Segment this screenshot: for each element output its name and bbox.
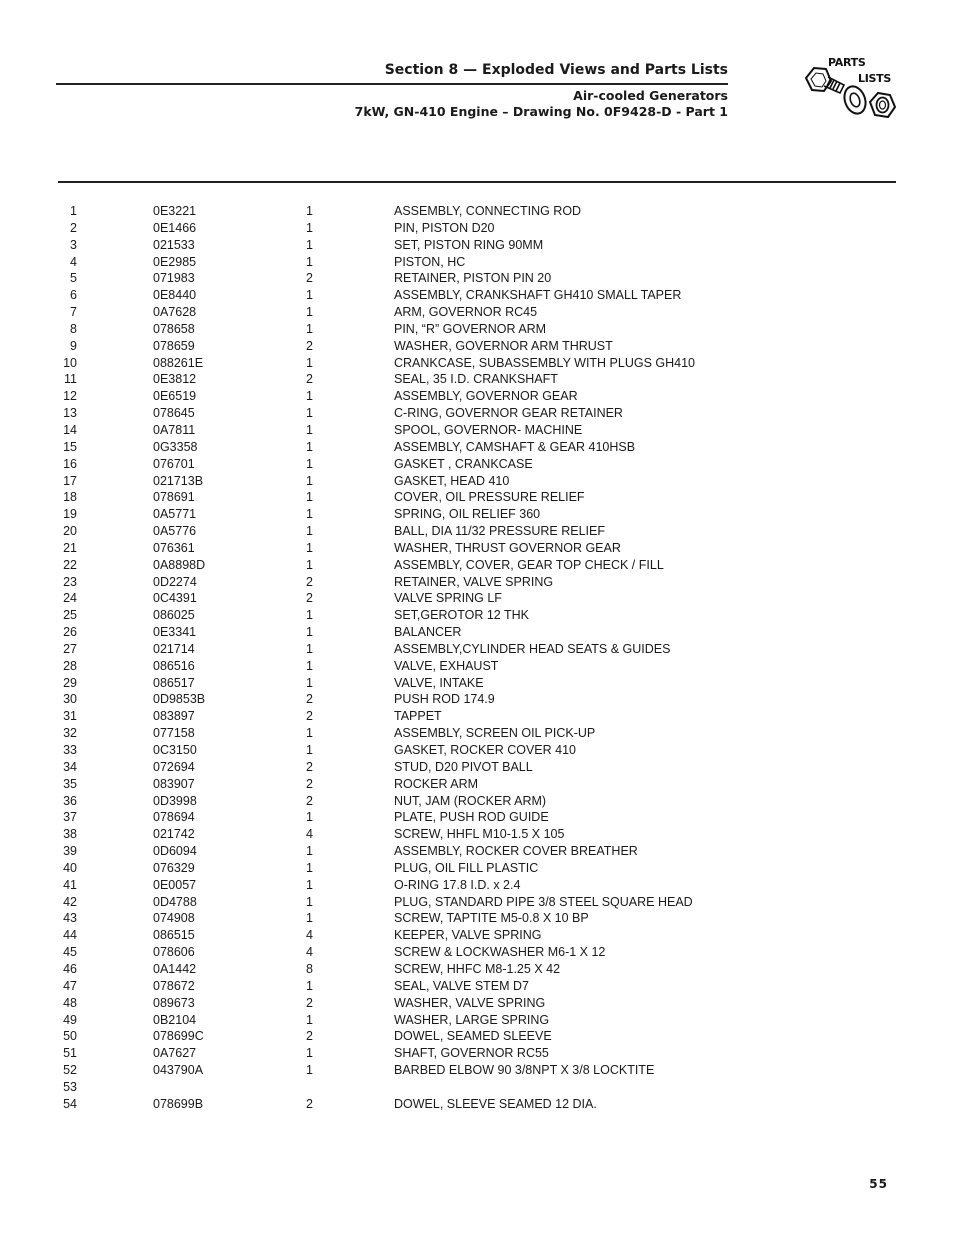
part-number: 0E8440 bbox=[153, 288, 197, 303]
quantity: 1 bbox=[306, 658, 313, 673]
quantity: 8 bbox=[306, 961, 313, 976]
part-number: 0E3812 bbox=[153, 372, 197, 387]
part-number: 0D4788 bbox=[153, 894, 197, 909]
description: BALANCER bbox=[394, 625, 462, 640]
divider-rule bbox=[58, 181, 896, 183]
item-number: 15 bbox=[63, 439, 77, 454]
part-number: 086025 bbox=[153, 608, 195, 623]
quantity: 1 bbox=[306, 524, 313, 539]
quantity: 1 bbox=[306, 406, 313, 421]
quantity: 1 bbox=[306, 490, 313, 505]
description: ASSEMBLY, CRANKSHAFT GH410 SMALL TAPER bbox=[394, 288, 682, 303]
description: NUT, JAM (ROCKER ARM) bbox=[394, 793, 547, 808]
parts-list-row bbox=[0, 944, 954, 961]
description: VALVE, INTAKE bbox=[394, 675, 484, 690]
parts-list-row bbox=[0, 270, 954, 287]
part-number: 078645 bbox=[153, 406, 195, 421]
item-number: 20 bbox=[63, 524, 77, 539]
header-subtitle-product: Air-cooled Generators bbox=[573, 88, 728, 103]
part-number: 086517 bbox=[153, 675, 195, 690]
item-number: 11 bbox=[64, 372, 77, 387]
quantity: 1 bbox=[306, 557, 313, 572]
item-number: 4 bbox=[70, 254, 77, 269]
quantity: 1 bbox=[306, 204, 313, 218]
item-number: 5 bbox=[70, 271, 77, 286]
quantity: 1 bbox=[306, 288, 313, 303]
parts-list-row bbox=[0, 237, 954, 254]
description: STUD, D20 PIVOT BALL bbox=[394, 759, 533, 774]
item-number: 46 bbox=[63, 961, 77, 976]
quantity: 1 bbox=[306, 389, 313, 404]
part-number: 086515 bbox=[153, 928, 195, 943]
parts-list-row bbox=[0, 557, 954, 574]
part-number: 083897 bbox=[153, 709, 195, 724]
parts-list-row bbox=[0, 961, 954, 978]
part-number: 021533 bbox=[153, 237, 195, 252]
part-number: 0D6094 bbox=[153, 844, 197, 859]
quantity: 1 bbox=[306, 507, 313, 522]
item-number: 21 bbox=[63, 540, 77, 555]
description: SPOOL, GOVERNOR- MACHINE bbox=[394, 422, 583, 437]
part-number: 076329 bbox=[153, 860, 195, 875]
description: ASSEMBLY, CAMSHAFT & GEAR 410HSB bbox=[394, 439, 636, 454]
description: ROCKER ARM bbox=[394, 776, 479, 791]
part-number: 0A8898D bbox=[153, 557, 206, 572]
description: SEAL, 35 I.D. CRANKSHAFT bbox=[394, 372, 558, 387]
part-number: 078606 bbox=[153, 945, 195, 960]
part-number: 077158 bbox=[153, 726, 195, 741]
parts-list-row bbox=[0, 506, 954, 523]
item-number: 29 bbox=[63, 675, 77, 690]
parts-list-row bbox=[0, 894, 954, 911]
part-number: 078691 bbox=[153, 490, 195, 505]
parts-lists-logo bbox=[800, 56, 900, 130]
section-title: Section 8 — Exploded Views and Parts Lists bbox=[384, 62, 728, 78]
description: SET, PISTON RING 90MM bbox=[394, 237, 544, 252]
description: RETAINER, VALVE SPRING bbox=[394, 574, 554, 589]
part-number: 0E1466 bbox=[153, 220, 197, 235]
part-number: 021713B bbox=[153, 473, 204, 488]
parts-list-row bbox=[0, 809, 954, 826]
part-number: 0C3150 bbox=[153, 743, 197, 757]
quantity: 1 bbox=[306, 743, 313, 757]
parts-list-row bbox=[0, 658, 954, 675]
item-number: 22 bbox=[63, 557, 77, 572]
quantity: 1 bbox=[306, 1063, 313, 1078]
parts-list-row bbox=[0, 1062, 954, 1079]
description: COVER, OIL PRESSURE RELIEF bbox=[394, 490, 585, 505]
parts-list-row bbox=[0, 708, 954, 725]
parts-list-row bbox=[0, 1079, 954, 1096]
quantity: 1 bbox=[306, 473, 313, 488]
parts-list-row bbox=[0, 607, 954, 624]
item-number: 19 bbox=[63, 507, 77, 522]
description: SCREW, TAPTITE M5-0.8 X 10 BP bbox=[394, 911, 589, 926]
quantity: 1 bbox=[306, 305, 313, 320]
item-number: 53 bbox=[63, 1079, 77, 1094]
item-number: 18 bbox=[63, 490, 77, 505]
quantity: 1 bbox=[306, 254, 313, 269]
quantity: 1 bbox=[306, 877, 313, 892]
quantity: 1 bbox=[306, 540, 313, 555]
quantity: 1 bbox=[306, 1012, 313, 1027]
part-number: 0D2274 bbox=[153, 574, 197, 589]
item-number: 34 bbox=[63, 759, 77, 774]
description: PLATE, PUSH ROD GUIDE bbox=[394, 810, 549, 825]
description: VALVE, EXHAUST bbox=[394, 658, 499, 673]
parts-list-row bbox=[0, 776, 954, 793]
parts-list-row bbox=[0, 910, 954, 927]
parts-list-row bbox=[0, 826, 954, 843]
quantity: 2 bbox=[306, 793, 313, 808]
quantity: 1 bbox=[306, 439, 313, 454]
item-number: 10 bbox=[63, 355, 77, 370]
description: WASHER, THRUST GOVERNOR GEAR bbox=[394, 540, 621, 555]
parts-list-row bbox=[0, 927, 954, 944]
parts-list-row bbox=[0, 321, 954, 338]
item-number: 1 bbox=[70, 204, 77, 218]
item-number: 39 bbox=[63, 844, 77, 859]
quantity: 2 bbox=[306, 759, 313, 774]
description: SEAL, VALVE STEM D7 bbox=[394, 978, 530, 993]
quantity: 2 bbox=[306, 271, 313, 286]
description: O-RING 17.8 I.D. x 2.4 bbox=[394, 877, 521, 892]
item-number: 47 bbox=[63, 978, 77, 993]
description: PISTON, HC bbox=[394, 254, 466, 269]
parts-list-row bbox=[0, 793, 954, 810]
description: BARBED ELBOW 90 3/8NPT X 3/8 LOCKTITE bbox=[394, 1063, 655, 1078]
parts-list-row bbox=[0, 287, 954, 304]
description: KEEPER, VALVE SPRING bbox=[394, 928, 542, 943]
parts-list-row bbox=[0, 725, 954, 742]
part-number: 0B2104 bbox=[153, 1012, 197, 1027]
item-number: 6 bbox=[70, 288, 77, 303]
description: C-RING, GOVERNOR GEAR RETAINER bbox=[394, 406, 623, 421]
quantity: 1 bbox=[306, 641, 313, 656]
part-number: 021742 bbox=[153, 827, 195, 842]
parts-list-row bbox=[0, 439, 954, 456]
description: ASSEMBLY, GOVERNOR GEAR bbox=[394, 389, 578, 404]
item-number: 27 bbox=[63, 641, 77, 656]
quantity: 1 bbox=[306, 978, 313, 993]
parts-list bbox=[0, 203, 954, 1113]
part-number: 0A5776 bbox=[153, 524, 197, 539]
item-number: 49 bbox=[63, 1012, 77, 1027]
item-number: 25 bbox=[63, 608, 77, 623]
parts-list-row bbox=[0, 338, 954, 355]
part-number: 0A7627 bbox=[153, 1046, 197, 1061]
parts-list-row bbox=[0, 1028, 954, 1045]
logo-word-parts: PARTS bbox=[828, 56, 866, 69]
description: WASHER, LARGE SPRING bbox=[394, 1012, 550, 1027]
parts-list-row bbox=[0, 304, 954, 321]
parts-list-row bbox=[0, 1096, 954, 1113]
parts-list-row bbox=[0, 388, 954, 405]
description: GASKET , CRANKCASE bbox=[394, 456, 533, 471]
description: SET,GEROTOR 12 THK bbox=[394, 608, 529, 623]
quantity: 2 bbox=[306, 1096, 313, 1111]
item-number: 33 bbox=[63, 743, 77, 757]
parts-list-row bbox=[0, 371, 954, 388]
parts-list-row bbox=[0, 742, 954, 759]
description: ASSEMBLY,CYLINDER HEAD SEATS & GUIDES bbox=[394, 641, 671, 656]
parts-list-row bbox=[0, 203, 954, 220]
parts-list-row bbox=[0, 877, 954, 894]
quantity: 2 bbox=[306, 692, 313, 707]
parts-list-row bbox=[0, 590, 954, 607]
item-number: 52 bbox=[63, 1063, 77, 1078]
description: VALVE SPRING LF bbox=[394, 591, 502, 606]
quantity: 1 bbox=[306, 675, 313, 690]
quantity: 2 bbox=[306, 574, 313, 589]
quantity: 2 bbox=[306, 709, 313, 724]
part-number: 088261E bbox=[153, 355, 204, 370]
item-number: 8 bbox=[70, 321, 77, 336]
quantity: 2 bbox=[306, 776, 313, 791]
part-number: 078699B bbox=[153, 1096, 204, 1111]
parts-list-row bbox=[0, 540, 954, 557]
parts-list-row bbox=[0, 691, 954, 708]
item-number: 54 bbox=[63, 1096, 77, 1111]
quantity: 4 bbox=[306, 945, 313, 960]
part-number: 0C4391 bbox=[153, 591, 197, 606]
quantity: 1 bbox=[306, 321, 313, 336]
item-number: 24 bbox=[63, 591, 77, 606]
part-number: 0E2985 bbox=[153, 254, 197, 269]
quantity: 1 bbox=[306, 726, 313, 741]
description: SPRING, OIL RELIEF 360 bbox=[394, 507, 541, 522]
description: RETAINER, PISTON PIN 20 bbox=[394, 271, 552, 286]
description: WASHER, VALVE SPRING bbox=[394, 995, 546, 1010]
item-number: 35 bbox=[63, 776, 77, 791]
description: ASSEMBLY, CONNECTING ROD bbox=[394, 204, 582, 218]
quantity: 1 bbox=[306, 844, 313, 859]
description: PIN, PISTON D20 bbox=[394, 220, 495, 235]
item-number: 28 bbox=[63, 658, 77, 673]
item-number: 42 bbox=[63, 894, 77, 909]
item-number: 50 bbox=[63, 1029, 77, 1044]
quantity: 1 bbox=[306, 422, 313, 437]
part-number: 074908 bbox=[153, 911, 195, 926]
part-number: 089673 bbox=[153, 995, 195, 1010]
description: SHAFT, GOVERNOR RC55 bbox=[394, 1046, 549, 1061]
parts-list-row bbox=[0, 675, 954, 692]
part-number: 0A7811 bbox=[153, 422, 196, 437]
parts-list-row bbox=[0, 641, 954, 658]
item-number: 40 bbox=[63, 860, 77, 875]
quantity: 4 bbox=[306, 928, 313, 943]
part-number: 0A1442 bbox=[153, 961, 197, 976]
description: GASKET, HEAD 410 bbox=[394, 473, 510, 488]
part-number: 078659 bbox=[153, 338, 195, 353]
item-number: 44 bbox=[63, 928, 77, 943]
part-number: 0D9853B bbox=[153, 692, 206, 707]
parts-list-row bbox=[0, 574, 954, 591]
part-number: 078658 bbox=[153, 321, 195, 336]
header-rule bbox=[56, 83, 728, 85]
parts-list-row bbox=[0, 1045, 954, 1062]
description: SCREW & LOCKWASHER M6-1 X 12 bbox=[394, 945, 606, 960]
item-number: 13 bbox=[63, 406, 77, 421]
description: ASSEMBLY, SCREEN OIL PICK-UP bbox=[394, 726, 596, 741]
description: PUSH ROD 174.9 bbox=[394, 692, 495, 707]
description: CRANKCASE, SUBASSEMBLY WITH PLUGS GH410 bbox=[394, 355, 696, 370]
part-number: 076361 bbox=[153, 540, 195, 555]
item-number: 17 bbox=[63, 473, 77, 488]
item-number: 48 bbox=[63, 995, 77, 1010]
item-number: 26 bbox=[63, 625, 77, 640]
description: GASKET, ROCKER COVER 410 bbox=[394, 743, 577, 757]
description: DOWEL, SEAMED SLEEVE bbox=[394, 1029, 552, 1044]
item-number: 38 bbox=[63, 827, 77, 842]
part-number: 0A7628 bbox=[153, 305, 197, 320]
parts-list-row bbox=[0, 456, 954, 473]
item-number: 30 bbox=[63, 692, 77, 707]
description: PLUG, STANDARD PIPE 3/8 STEEL SQUARE HEAD bbox=[394, 894, 693, 909]
parts-list-row bbox=[0, 759, 954, 776]
item-number: 7 bbox=[70, 305, 77, 320]
item-number: 43 bbox=[63, 911, 77, 926]
quantity: 1 bbox=[306, 237, 313, 252]
part-number: 043790A bbox=[153, 1063, 204, 1078]
quantity: 2 bbox=[306, 1029, 313, 1044]
part-number: 076701 bbox=[153, 456, 195, 471]
item-number: 3 bbox=[70, 237, 77, 252]
page-number: 55 bbox=[869, 1177, 888, 1191]
description: WASHER, GOVERNOR ARM THRUST bbox=[394, 338, 613, 353]
quantity: 1 bbox=[306, 625, 313, 640]
parts-list-row bbox=[0, 254, 954, 271]
parts-list-row bbox=[0, 978, 954, 995]
part-number: 086516 bbox=[153, 658, 195, 673]
part-number: 0D3998 bbox=[153, 793, 197, 808]
part-number: 071983 bbox=[153, 271, 195, 286]
item-number: 32 bbox=[63, 726, 77, 741]
description: DOWEL, SLEEVE SEAMED 12 DIA. bbox=[394, 1096, 597, 1111]
quantity: 2 bbox=[306, 591, 313, 606]
parts-list-row bbox=[0, 489, 954, 506]
parts-list-row bbox=[0, 523, 954, 540]
item-number: 37 bbox=[63, 810, 77, 825]
quantity: 1 bbox=[306, 1046, 313, 1061]
item-number: 12 bbox=[63, 389, 77, 404]
item-number: 36 bbox=[63, 793, 77, 808]
part-number: 0E3221 bbox=[153, 204, 197, 218]
quantity: 4 bbox=[306, 827, 313, 842]
parts-list-row bbox=[0, 860, 954, 877]
part-number: 078699C bbox=[153, 1029, 204, 1044]
description: ASSEMBLY, ROCKER COVER BREATHER bbox=[394, 844, 638, 859]
parts-list-row bbox=[0, 624, 954, 641]
parts-list-row bbox=[0, 843, 954, 860]
description: SCREW, HHFL M10-1.5 X 105 bbox=[394, 827, 565, 842]
part-number: 0E3341 bbox=[153, 625, 197, 640]
part-number: 072694 bbox=[153, 759, 195, 774]
part-number: 078672 bbox=[153, 978, 195, 993]
quantity: 1 bbox=[306, 894, 313, 909]
logo-word-lists: LISTS bbox=[858, 72, 891, 85]
part-number: 0E6519 bbox=[153, 389, 197, 404]
item-number: 23 bbox=[63, 574, 77, 589]
description: ASSEMBLY, COVER, GEAR TOP CHECK / FILL bbox=[394, 557, 664, 572]
parts-list-row bbox=[0, 220, 954, 237]
description: PIN, “R” GOVERNOR ARM bbox=[394, 321, 547, 336]
description: TAPPET bbox=[394, 709, 442, 724]
parts-list-row bbox=[0, 473, 954, 490]
item-number: 41 bbox=[63, 877, 77, 892]
description: PLUG, OIL FILL PLASTIC bbox=[394, 860, 539, 875]
parts-list-row bbox=[0, 355, 954, 372]
item-number: 14 bbox=[63, 422, 77, 437]
quantity: 2 bbox=[306, 338, 313, 353]
part-number: 0E0057 bbox=[153, 877, 197, 892]
quantity: 1 bbox=[306, 608, 313, 623]
quantity: 1 bbox=[306, 860, 313, 875]
item-number: 31 bbox=[63, 709, 77, 724]
item-number: 2 bbox=[70, 220, 77, 235]
description: BALL, DIA 11/32 PRESSURE RELIEF bbox=[394, 524, 605, 539]
quantity: 1 bbox=[306, 456, 313, 471]
part-number: 021714 bbox=[153, 641, 195, 656]
item-number: 16 bbox=[63, 456, 77, 471]
quantity: 1 bbox=[306, 220, 313, 235]
part-number: 0A5771 bbox=[153, 507, 197, 522]
part-number: 078694 bbox=[153, 810, 195, 825]
parts-list-row bbox=[0, 995, 954, 1012]
part-number: 0G3358 bbox=[153, 439, 198, 454]
description: ARM, GOVERNOR RC45 bbox=[394, 305, 538, 320]
description: SCREW, HHFC M8-1.25 X 42 bbox=[394, 961, 561, 976]
quantity: 2 bbox=[306, 372, 313, 387]
item-number: 9 bbox=[70, 338, 77, 353]
part-number: 083907 bbox=[153, 776, 195, 791]
quantity: 1 bbox=[306, 911, 313, 926]
item-number: 45 bbox=[63, 945, 77, 960]
parts-list-row bbox=[0, 422, 954, 439]
parts-list-row bbox=[0, 1012, 954, 1029]
item-number: 51 bbox=[63, 1046, 77, 1061]
quantity: 1 bbox=[306, 810, 313, 825]
header-subtitle-drawing: 7kW, GN-410 Engine – Drawing No. 0F9428-D - Part 1 bbox=[354, 104, 728, 119]
quantity: 2 bbox=[306, 995, 313, 1010]
quantity: 1 bbox=[306, 355, 313, 370]
parts-list-row bbox=[0, 405, 954, 422]
